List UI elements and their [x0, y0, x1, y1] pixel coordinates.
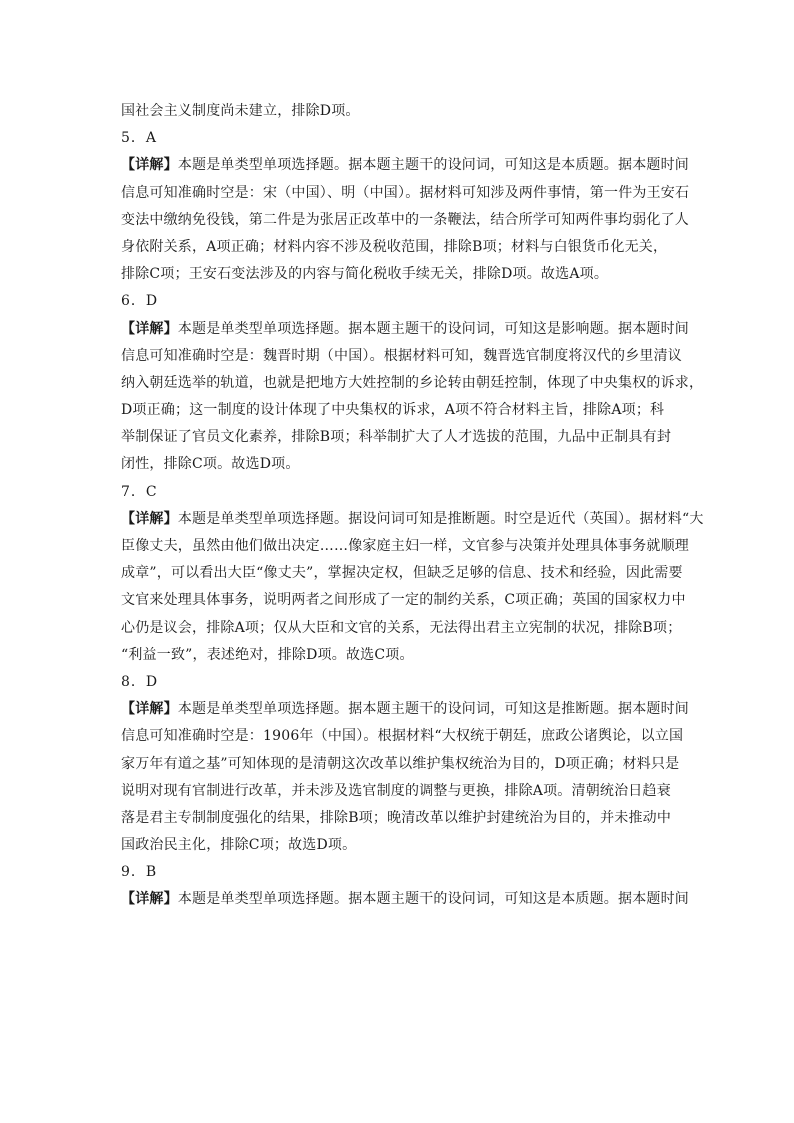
- explanation-line: [121, 560, 681, 587]
- explanation-line: [121, 397, 681, 424]
- answer-number: 5．A: [121, 130, 158, 147]
- continued-text-line: 国社会主义制度尚未建立，排除D项。: [121, 103, 360, 119]
- answer-number: 9．B: [121, 864, 158, 881]
- explanation-line: [121, 805, 681, 832]
- explanation-text: 纳入朝廷选举的轨道，也就是把地方大姓控制的乡论转由朝廷控制，体现了中央集权的诉求，: [121, 374, 704, 391]
- explanation-line: [121, 370, 704, 397]
- explanation-line: [121, 723, 684, 750]
- explanation-text: 本题是单类型单项选择题。据本题主题干的设问词，可知这是本质题。据本题时间: [177, 891, 690, 908]
- explanation-line: [121, 424, 681, 451]
- explanation-text: 国政治民主化，排除C项；故选D项。: [121, 837, 357, 854]
- explanation-line: [121, 642, 681, 669]
- explanation-text: 本题是单类型单项选择题。据本题主题干的设问词，可知这是影响题。据本题时间: [177, 320, 690, 337]
- detail-tag: 【详解】: [121, 891, 178, 908]
- detail-tag: 【详解】: [121, 157, 178, 174]
- detail-tag: 【详解】: [121, 510, 178, 527]
- explanation-line: [121, 886, 690, 913]
- explanation-text: D项正确；这一制度的设计体现了中央集权的诉求，A项不符合材料主旨，排除A项；科: [121, 402, 665, 419]
- explanation-text: 闭性，排除C项。故选D项。: [121, 456, 300, 473]
- explanation-text: “利益一致”，表述绝对，排除D项。故选C项。: [121, 646, 414, 663]
- explanation-text: 本题是单类型单项选择题。据本题主题干的设问词，可知这是本质题。据本题时间: [177, 157, 690, 174]
- detail-tag: 【详解】: [121, 320, 178, 337]
- explanation-text: 本题是单类型单项选择题。据本题主题干的设问词，可知这是推断题。据本题时间: [177, 701, 690, 718]
- explanation-text: 本题是单类型单项选择题。据设问词可知是推断题。时空是近代（英国）。据材料“大: [177, 510, 704, 527]
- answer-number: 8．D: [121, 673, 159, 690]
- explanation-text: 信息可知准确时空是：宋（中国）、明（中国）。据材料可知涉及两件事情，第一件为王安石: [121, 184, 690, 201]
- explanation-text: 落是君主专制制度强化的结果，排除B项；晚清改革以维护封建统治为目的，并未推动中: [121, 809, 672, 826]
- explanation-line: [121, 751, 681, 778]
- explanation-text: 身依附关系，A项正确；材料内容不涉及税收范围，排除B项；材料与白银货币化无关，: [121, 238, 668, 255]
- explanation-line: [121, 316, 690, 343]
- explanation-text: 举制保证了官员文化素养，排除B项；科举制扩大了人才选拔的范围，九品中正制具有封: [121, 429, 672, 446]
- detail-tag: 【详解】: [121, 701, 178, 718]
- explanation-text: 排除C项；王安石变法涉及的内容与简化税收手续无关，排除D项。故选A项。: [121, 266, 609, 283]
- explanation-line: [121, 506, 704, 533]
- explanation-line: [121, 180, 690, 207]
- explanation-line: [121, 261, 681, 288]
- explanation-line: [121, 152, 690, 179]
- explanation-line: [121, 615, 681, 642]
- explanation-line: [121, 533, 689, 560]
- explanation-text: 成章”，可以看出大臣“像丈夫”，掌握决定权，但缺乏足够的信息、技术和经验，因此需要: [121, 565, 683, 582]
- explanation-text: 家万年有道之基”可知体现的是清朝这次改革以维护集权统治为目的，D项正确；材料只是: [121, 755, 680, 772]
- explanation-text: 变法中缴纳免役钱，第二件是为张居正改革中的一条鞭法，结合所学可知两件事均弱化了人: [121, 211, 689, 228]
- explanation-line: [121, 343, 681, 370]
- explanation-line: [121, 234, 681, 261]
- explanation-line: [121, 587, 686, 614]
- explanation-text: 信息可知准确时空是：魏晋时期（中国）。根据材料可知，魏晋选官制度将汉代的乡里清议: [121, 347, 682, 364]
- answer-number: 6．D: [121, 293, 159, 310]
- explanation-line: [121, 451, 681, 478]
- explanation-text: 心仍是议会，排除A项；仅从大臣和文官的关系，无法得出君主立宪制的状况，排除B项；: [121, 619, 682, 636]
- explanation-line: [121, 778, 681, 805]
- answer-number: 7．C: [121, 483, 158, 500]
- explanation-text: 文官来处理具体事务，说明两者之间形成了一定的制约关系，C项正确；英国的国家权力中: [121, 592, 686, 609]
- explanation-text: 说明对现有官制进行改革，并未涉及选官制度的调整与更换，排除A项。清朝统治日趋衰: [121, 782, 671, 799]
- explanation-line: [121, 696, 690, 723]
- answer-explanations: [121, 98, 704, 914]
- explanation-line: [121, 207, 689, 234]
- explanation-text: 信息可知准确时空是：1906年（中国）。根据材料“大权统于朝廷，庶政公诸舆论，以立国: [121, 728, 684, 745]
- explanation-text: 臣像丈夫，虽然由他们做出决定……像家庭主妇一样，文官参与决策并处理具体事务就顺理: [121, 538, 689, 554]
- explanation-line: [121, 832, 681, 859]
